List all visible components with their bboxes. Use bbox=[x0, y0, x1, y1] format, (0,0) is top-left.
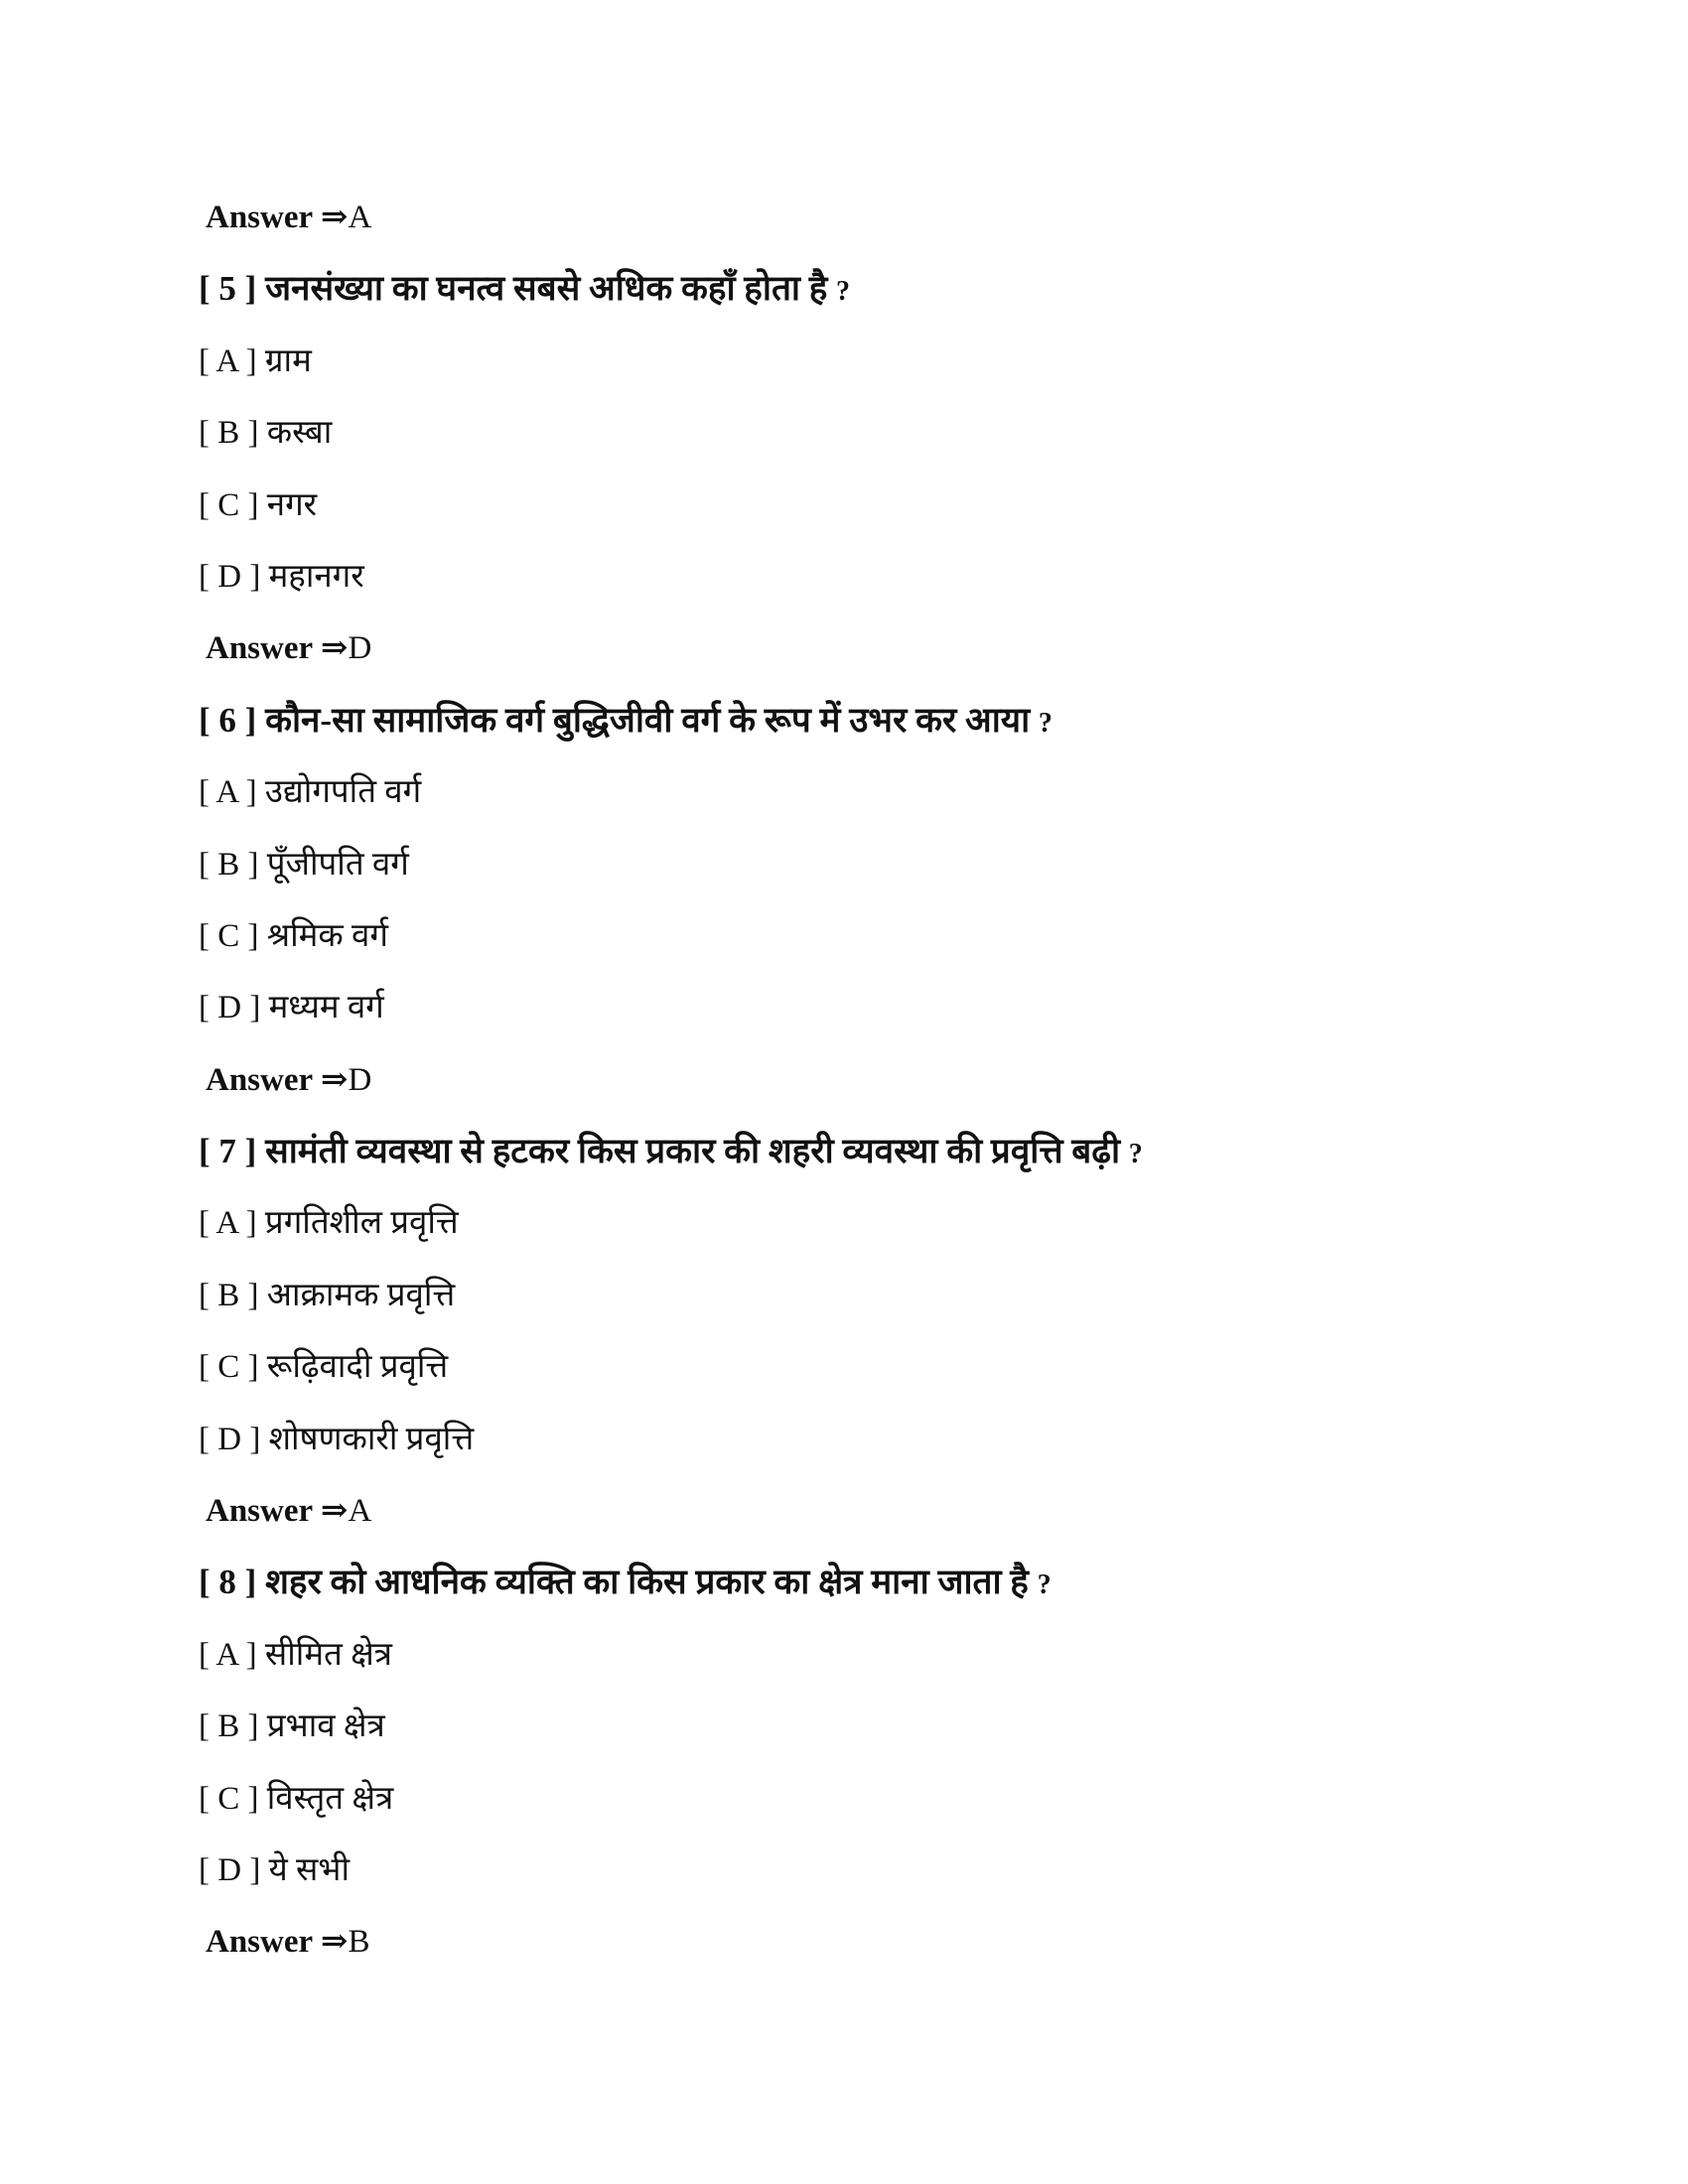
option-text: महानगर bbox=[268, 558, 364, 595]
answer-label: Answer bbox=[206, 1493, 313, 1530]
answer-line bbox=[199, 1906, 1589, 1978]
answer-label: Answer bbox=[206, 200, 313, 235]
answer-line bbox=[199, 1044, 1589, 1116]
question bbox=[199, 1116, 1589, 1187]
answer-label: Answer bbox=[206, 1924, 313, 1961]
option-key: [ A ] bbox=[199, 774, 257, 811]
option-text: मध्यम वर्ग bbox=[268, 990, 384, 1026]
option-text: नगर bbox=[266, 486, 318, 523]
option-key: [ B ] bbox=[199, 1277, 259, 1313]
answer-label: Answer bbox=[206, 630, 313, 667]
option bbox=[199, 1404, 1589, 1475]
question-mark: ? bbox=[1037, 1570, 1052, 1601]
option bbox=[199, 829, 1589, 900]
answer-value: A bbox=[348, 1493, 372, 1530]
option bbox=[199, 1260, 1589, 1331]
option-key: [ D ] bbox=[199, 558, 261, 595]
option-text: प्रगतिशील प्रवृत्ति bbox=[264, 1205, 459, 1242]
option-text: कस्बा bbox=[266, 415, 333, 452]
option bbox=[199, 1691, 1589, 1762]
question-text: कौन-सा सामाजिक वर्ग बुद्धिजीवी वर्ग के रूप में उभर कर आया bbox=[265, 700, 1031, 740]
question-mark: ? bbox=[1128, 1139, 1143, 1170]
answer-value: D bbox=[348, 630, 372, 667]
arrow-icon: ⇒ bbox=[320, 200, 349, 235]
question-number: [ 7 ] bbox=[199, 1132, 257, 1171]
question bbox=[199, 253, 1589, 325]
option bbox=[199, 541, 1589, 613]
question bbox=[199, 1547, 1589, 1618]
arrow-icon: ⇒ bbox=[320, 630, 349, 667]
option bbox=[199, 1331, 1589, 1403]
option-text: प्रभाव क्षेत्र bbox=[266, 1708, 385, 1745]
question-number: [ 6 ] bbox=[199, 700, 257, 740]
answer-value: A bbox=[348, 200, 372, 235]
answer-value: B bbox=[348, 1924, 370, 1961]
option-key: [ B ] bbox=[199, 415, 259, 452]
option bbox=[199, 1187, 1589, 1259]
answer-line bbox=[199, 613, 1589, 684]
option-text: ये सभी bbox=[268, 1851, 351, 1888]
question-text: शहर को आधनिक व्यक्ति का किस प्रकार का क्षेत्र माना जाता है bbox=[265, 1563, 1029, 1602]
option bbox=[199, 326, 1589, 397]
option-text: उद्योगपति वर्ग bbox=[264, 774, 422, 811]
answer-line bbox=[199, 182, 1589, 253]
question-number: [ 8 ] bbox=[199, 1563, 257, 1602]
option-key: [ C ] bbox=[199, 917, 259, 954]
option-text: पूँजीपति वर्ग bbox=[266, 846, 409, 883]
question-mark: ? bbox=[1038, 707, 1053, 739]
option-key: [ A ] bbox=[199, 1636, 257, 1673]
answer-value: D bbox=[348, 1061, 372, 1098]
option-text: रूढ़िवादी प्रवृत्ति bbox=[266, 1349, 449, 1386]
question-text: जनसंख्या का घनत्व सबसे अधिक कहाँ होता है bbox=[265, 269, 828, 309]
option-key: [ B ] bbox=[199, 846, 259, 883]
question bbox=[199, 685, 1589, 756]
document-body bbox=[199, 182, 1589, 1979]
answer-line bbox=[199, 1475, 1589, 1547]
option bbox=[199, 1835, 1589, 1906]
option bbox=[199, 1619, 1589, 1691]
option-text: विस्तृत क्षेत्र bbox=[266, 1780, 394, 1817]
option bbox=[199, 900, 1589, 972]
option bbox=[199, 756, 1589, 828]
question-text: सामंती व्यवस्था से हटकर किस प्रकार की शहरी व्यवस्था की प्रवृत्ति बढ़ी bbox=[265, 1132, 1121, 1171]
option-key: [ D ] bbox=[199, 1421, 261, 1457]
option-key: [ C ] bbox=[199, 1780, 259, 1817]
option bbox=[199, 470, 1589, 541]
arrow-icon: ⇒ bbox=[320, 1061, 349, 1098]
option-key: [ A ] bbox=[199, 342, 257, 379]
option bbox=[199, 397, 1589, 469]
answer-label: Answer bbox=[206, 1061, 313, 1098]
option-text: सीमित क्षेत्र bbox=[264, 1636, 392, 1673]
option-key: [ D ] bbox=[199, 990, 261, 1026]
option-text: श्रमिक वर्ग bbox=[266, 917, 388, 954]
option bbox=[199, 972, 1589, 1043]
option-key: [ D ] bbox=[199, 1851, 261, 1888]
option-key: [ A ] bbox=[199, 1205, 257, 1242]
option-text: आक्रामक प्रवृत्ति bbox=[266, 1277, 456, 1313]
arrow-icon: ⇒ bbox=[320, 1493, 349, 1530]
option-text: शोषणकारी प्रवृत्ति bbox=[268, 1421, 475, 1457]
arrow-icon: ⇒ bbox=[320, 1924, 349, 1961]
question-mark: ? bbox=[836, 276, 851, 308]
option-key: [ C ] bbox=[199, 1349, 259, 1386]
option bbox=[199, 1763, 1589, 1835]
question-number: [ 5 ] bbox=[199, 269, 257, 309]
option-text: ग्राम bbox=[264, 342, 312, 379]
option-key: [ C ] bbox=[199, 486, 259, 523]
option-key: [ B ] bbox=[199, 1708, 259, 1745]
